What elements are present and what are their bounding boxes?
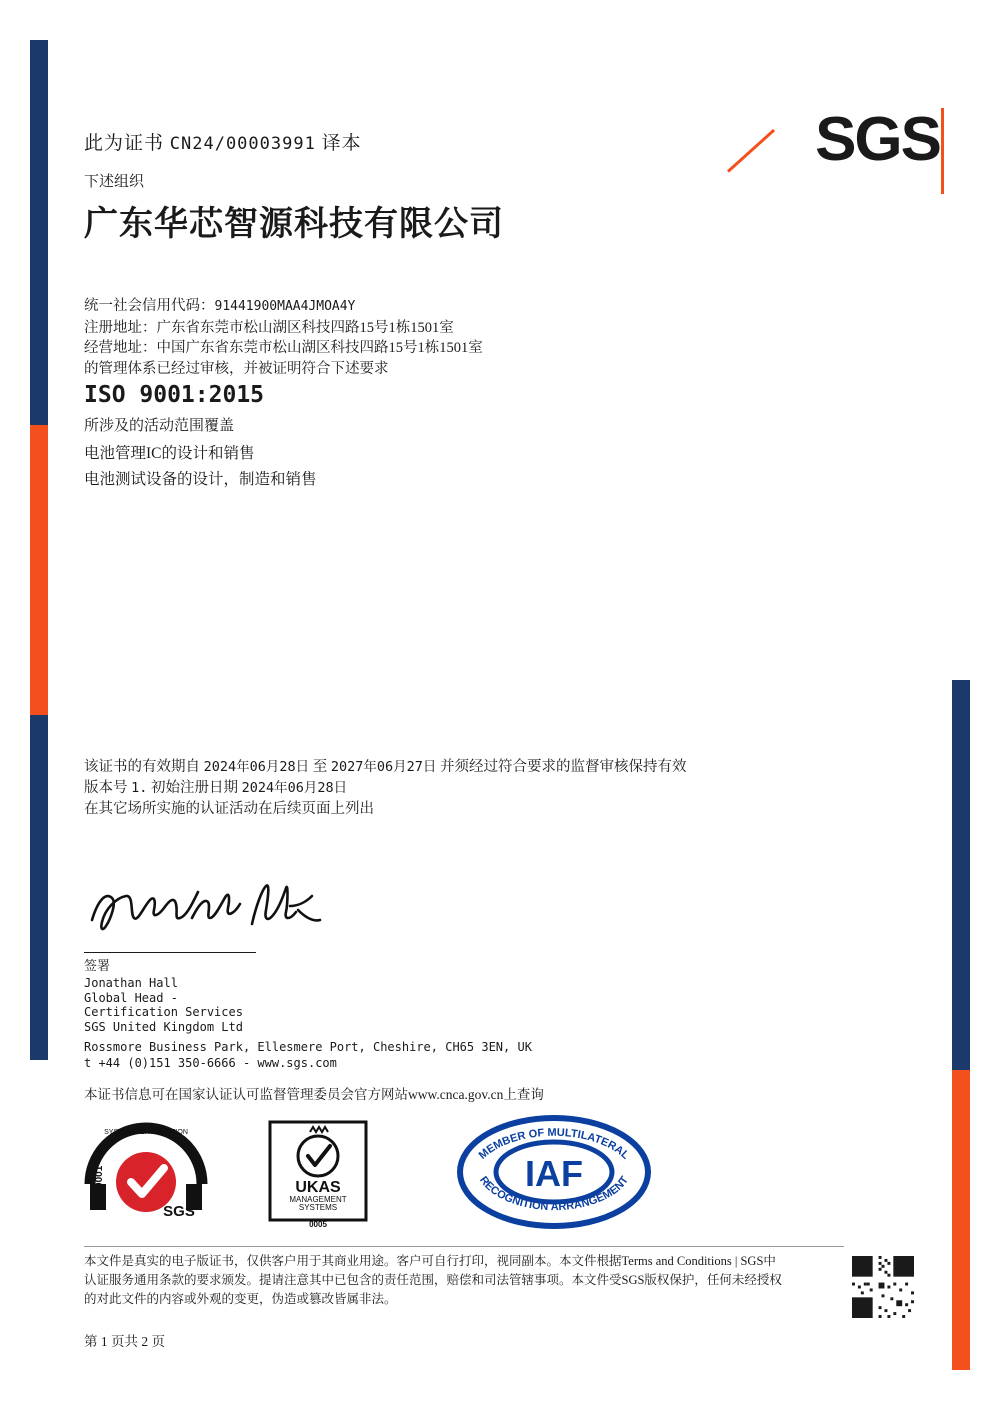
svg-text:SGS: SGS [163,1203,195,1220]
registered-address-row [84,318,483,339]
decorative-bar-right-navy [952,680,970,1070]
svg-text:SYSTEM CERTIFICATION: SYSTEM CERTIFICATION [104,1129,188,1136]
svg-text:0005: 0005 [309,1220,327,1229]
decorative-bar-left-navy-top [30,40,48,425]
signatory-title-2: Certification Services [84,1005,243,1019]
validity-to-word: 至 [312,759,328,775]
svg-text:MEMBER OF MULTILATERAL: MEMBER OF MULTILATERAL [476,1126,632,1162]
operating-address-value: 中国广东省东莞市松山湖区科技四路15号1栋1501室 [156,340,483,356]
signatory-info [84,976,243,1034]
signatory-address: Rossmore Business Park, Ellesmere Port, Cheshire, CH65 3EN, UK [84,1040,532,1054]
certificate-prefix: 此为证书 [84,133,165,154]
footer-disclaimer: 本文件是真实的电子版证书，仅供客户用于其商业用途。客户可自行打印，视同副本。本文件根据Terms and Conditions | SGS中认证服务通用条款的要求颁发。提请注意其中已包含的责任范围，赔偿和司法管辖事项。本文件受SGS版权保护，任何未经授权的对此文件的内容或外观的变更，伪造或篡改皆属非法。 [84,1254,782,1306]
svg-text:IAF: IAF [525,1153,583,1194]
accreditation-marks [84,1110,704,1230]
certificate-number: CN24/00003991 [169,134,316,154]
signatory-address-block [84,1039,532,1071]
validity-period-row [84,757,687,778]
valid-from-date: 2024年06月28日 [203,759,310,775]
version-row [84,778,687,799]
svg-text:MANAGEMENT: MANAGEMENT [289,1195,347,1204]
valid-to-date: 2027年06月27日 [330,759,437,775]
signatory-name: Jonathan Hall [84,976,178,990]
conformity-statement: 的管理体系已经过审核，并被证明符合下述要求 [84,360,389,377]
credit-code-value: 91441900MAA4JMOA4Y [214,299,356,314]
signatory-contact: t +44 (0)151 350-6666 - www.sgs.com [84,1056,337,1070]
standard-name: ISO 9001:2015 [84,382,265,408]
scope-label: 所涉及的活动范围覆盖 [84,418,235,434]
registered-address-value: 广东省东莞市松山湖区科技四路15号1栋1501室 [156,319,454,336]
organization-details [84,296,483,379]
decorative-bar-left-orange [30,425,48,715]
registered-address-label: 注册地址： [84,319,157,336]
iaf-mark [460,1118,648,1226]
signature-image [84,876,334,946]
organization-name: 广东华芯智源科技有限公司 [84,206,504,243]
footer-divider [84,1246,844,1247]
initial-registration-label: 初始注册日期 [151,780,239,796]
svg-text:UKAS: UKAS [295,1179,341,1196]
cnca-verification-note: 本证书信息可在国家认证认可监督管理委员会官方网站www.cnca.gov.cn上查询 [84,1087,544,1102]
svg-text:ISO 9001: ISO 9001 [94,1165,105,1208]
signatory-title-1: Global Head - [84,990,178,1005]
page-number: 第 1 页共 2 页 [84,1334,165,1349]
ukas-mark [270,1122,366,1229]
decorative-bar-left-navy-bottom [30,715,48,1060]
scope-list [84,441,317,493]
version-value: 1. [131,780,148,796]
validity-block [84,757,687,820]
qr-code [852,1256,914,1318]
version-label: 版本号 [84,780,128,796]
decorative-bar-right-orange [952,1070,970,1370]
scope-item: 电池测试设备的设计，制造和销售 [84,471,317,488]
sgs-logo [760,105,940,188]
svg-text:RECOGNITION ARRANGEMENT: RECOGNITION ARRANGEMENT [477,1174,631,1214]
signature-label: 签署 [84,958,111,973]
signature-rule [84,952,256,953]
validity-prefix: 该证书的有效期自 [84,759,200,775]
other-sites-note: 在其它场所实施的认证活动在后续页面上列出 [84,801,374,817]
initial-registration-date: 2024年06月28日 [241,780,348,796]
svg-text:SYSTEMS: SYSTEMS [298,1203,338,1212]
iso-9001-badge [90,1128,202,1220]
credit-code-label: 统一社会信用代码： [84,298,215,314]
operating-address-row [84,338,483,359]
certificate-number-line [84,128,362,155]
signatory-company: SGS United Kingdom Ltd [84,1019,243,1034]
organization-label: 下述组织 [84,174,145,190]
sgs-logo-text: SGS [815,105,940,174]
sgs-logo-vertical-rule [941,108,944,194]
scope-item: 电池管理IC的设计和销售 [84,445,255,462]
operating-address-label: 经营地址： [84,340,157,356]
certificate-suffix: 译本 [321,133,362,154]
credit-code-row [84,296,483,318]
validity-suffix: 并须经过符合要求的监督审核保持有效 [440,759,687,775]
